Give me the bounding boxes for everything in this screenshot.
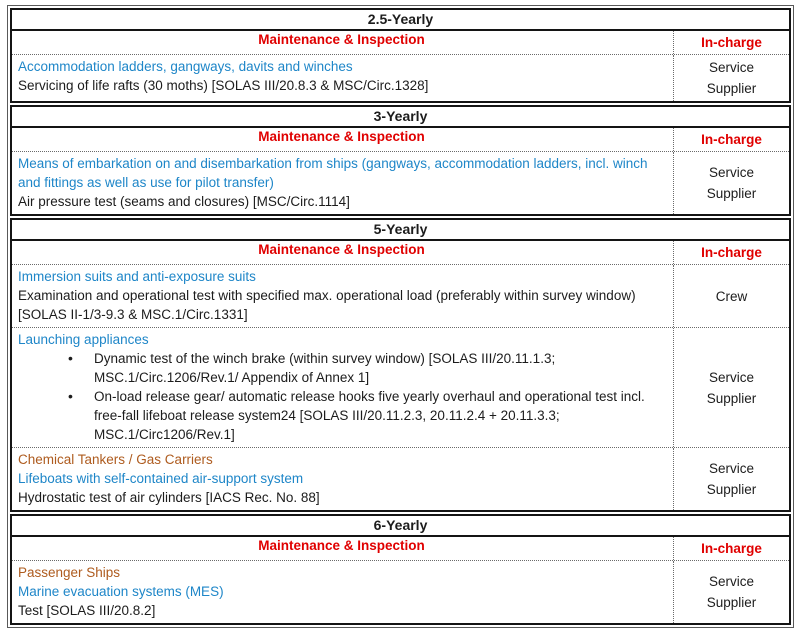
column-header-maintenance: Maintenance & Inspection <box>12 31 674 54</box>
task-line: Air pressure test (seams and closures) [MSC/Circ.1114] <box>18 194 350 209</box>
table-row <box>12 447 789 510</box>
incharge-cell <box>674 328 789 447</box>
incharge-value: Crew <box>715 288 748 304</box>
incharge-value: Service Supplier <box>706 165 757 201</box>
table-row <box>12 327 789 447</box>
header-row <box>12 241 789 265</box>
task-line: Accommodation ladders, gangways, davits and winches <box>18 59 353 74</box>
task-line: Passenger Ships <box>18 565 121 580</box>
task-line: Examination and operational test with specified max. operational load (preferably within survey window) [SOLAS II-1/3-9.3 & MSC.1/Circ.1331] <box>18 288 636 322</box>
incharge-value: Service Supplier <box>706 60 757 96</box>
section-2.5-yearly <box>10 8 791 103</box>
column-header-maintenance: Maintenance & Inspection <box>12 128 674 151</box>
task-bullet-line: • Dynamic test of the winch brake (within survey window) [SOLAS III/20.11.1.3; MSC.1/Circ.1206/Rev.1/ Appendix of Annex 1] <box>18 349 665 387</box>
incharge-value: Service Supplier <box>706 574 757 610</box>
table-row <box>12 55 789 101</box>
task-line: Launching appliances <box>18 332 149 347</box>
section-title: 5-Yearly <box>12 220 789 241</box>
incharge-cell <box>674 55 789 101</box>
section-5-yearly <box>10 218 791 512</box>
incharge-cell <box>674 448 789 510</box>
section-6-yearly <box>10 514 791 625</box>
incharge-value: Service Supplier <box>706 369 757 406</box>
section-3-yearly <box>10 105 791 216</box>
maintenance-cell <box>12 448 674 510</box>
column-header-maintenance: Maintenance & Inspection <box>12 537 674 560</box>
table-row <box>12 152 789 214</box>
task-line: Marine evacuation systems (MES) <box>18 584 224 599</box>
task-line: Hydrostatic test of air cylinders [IACS Rec. No. 88] <box>18 490 320 505</box>
incharge-cell <box>674 265 789 327</box>
incharge-cell <box>674 561 789 623</box>
column-header-incharge: In-charge <box>701 541 762 556</box>
column-header-incharge: In-charge <box>701 132 762 147</box>
maintenance-cell <box>12 55 674 101</box>
section-title: 3-Yearly <box>12 107 789 128</box>
column-header-incharge: In-charge <box>701 35 762 50</box>
column-header-incharge: In-charge <box>701 245 762 260</box>
table-row <box>12 561 789 623</box>
task-line: Immersion suits and anti-exposure suits <box>18 269 256 284</box>
maintenance-schedule-table <box>7 5 794 628</box>
column-header-maintenance: Maintenance & Inspection <box>12 241 674 264</box>
maintenance-cell <box>12 152 674 214</box>
task-line: Test [SOLAS III/20.8.2] <box>18 603 156 618</box>
incharge-cell <box>674 152 789 214</box>
incharge-value: Service Supplier <box>706 461 757 497</box>
task-line: Servicing of life rafts (30 moths) [SOLAS III/20.8.3 & MSC/Circ.1328] <box>18 78 429 93</box>
section-title: 6-Yearly <box>12 516 789 537</box>
task-bullet-line: • On-load release gear/ automatic release hooks five yearly overhaul and operational test incl. free-fall lifeboat release system24 [SOLAS III/20.11.2.3, 20.11.2.4 + 20.11.3.3; MSC.1/Circ1206/Rev.1] <box>18 387 665 444</box>
maintenance-cell <box>12 561 674 623</box>
task-line: Lifeboats with self-contained air-support system <box>18 471 304 486</box>
section-title: 2.5-Yearly <box>12 10 789 31</box>
maintenance-cell <box>12 265 674 327</box>
task-line: Means of embarkation on and disembarkation from ships (gangways, accommodation ladders, incl. winch and fittings as well as use for pilot transfer) <box>18 156 648 190</box>
header-row <box>12 128 789 152</box>
maintenance-cell <box>12 328 674 447</box>
table-row <box>12 265 789 327</box>
header-row <box>12 31 789 55</box>
header-row <box>12 537 789 561</box>
task-line: Chemical Tankers / Gas Carriers <box>18 452 213 467</box>
